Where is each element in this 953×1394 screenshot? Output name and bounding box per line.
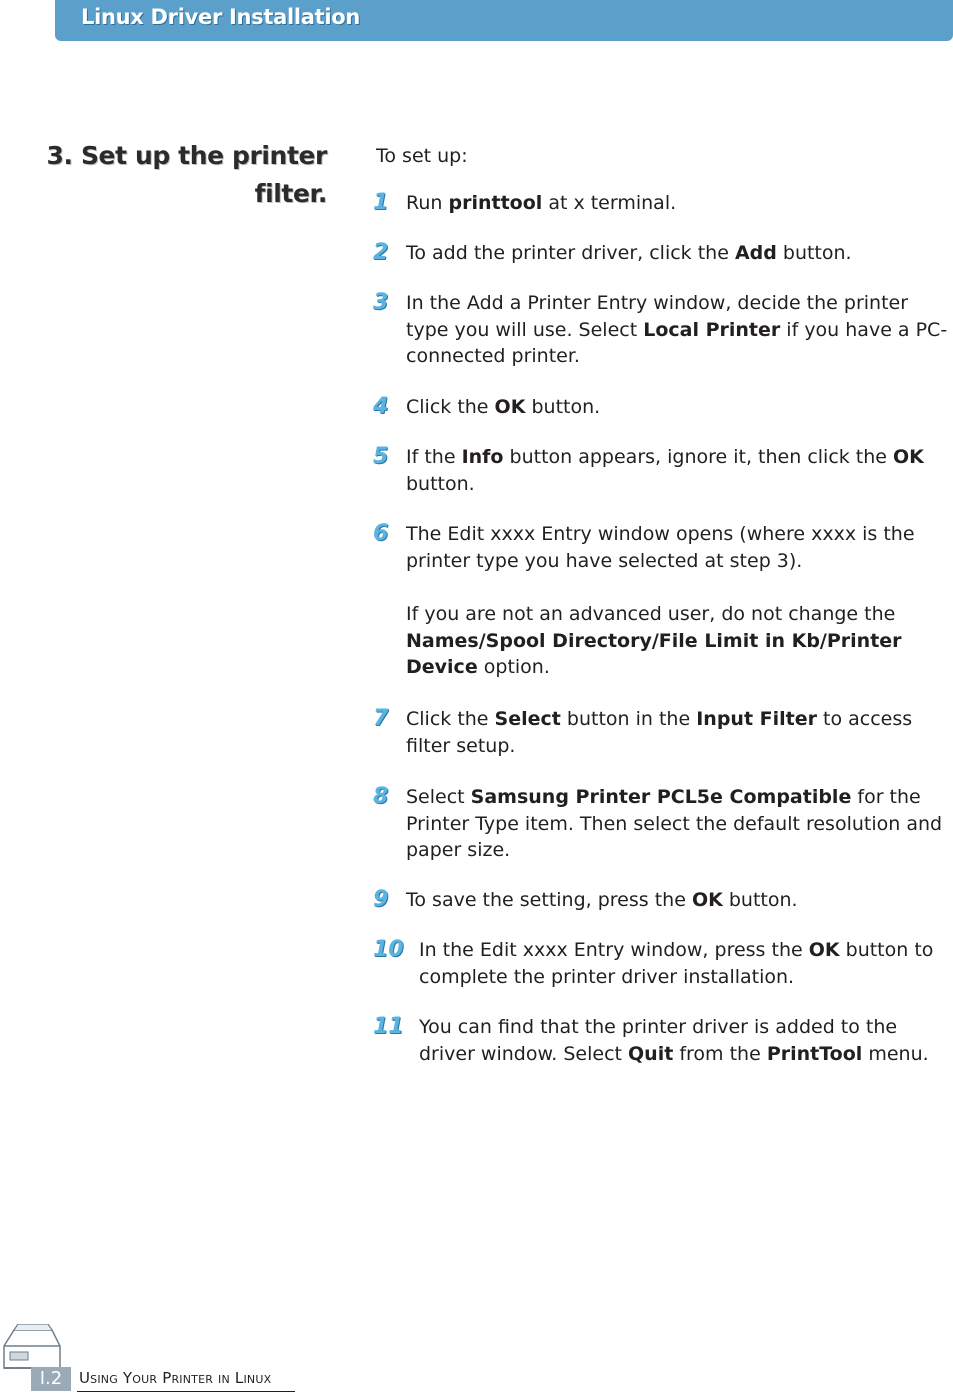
step-bold-text: Quit [628,1042,674,1065]
step-number: 2 [373,240,389,265]
step-number: 5 [373,444,389,469]
step-text: button. [525,396,601,418]
step-bold-text: OK [808,939,840,961]
step-number: 3 [373,290,389,315]
step-body [406,290,951,370]
step-text: Select [406,786,471,808]
step-paragraph [406,444,951,497]
step-text: if you have a PC-connected printer. [406,318,948,367]
step-paragraph [406,240,951,267]
step-number: 4 [373,394,389,419]
step-body [406,784,951,864]
step-text: from the [673,1042,767,1065]
step-number: 6 [373,521,389,546]
step-text: to access filter setup. [406,708,913,757]
step-paragraph [406,706,951,759]
step-text: button to complete the printer driver installation. [419,939,934,988]
step-body [406,521,951,681]
page-footer [0,1322,300,1394]
step-text: for the Printer Type item. Then select the default resolution and paper size. [406,786,943,861]
step-bold-text: Select [494,708,561,730]
footer-rule [77,1391,295,1392]
step-paragraph [406,601,951,681]
step-text: Click the [406,708,495,730]
step-paragraph [406,394,951,421]
step-text: If you are not an advanced user, do not change the [406,603,896,625]
step-text: If the [406,446,462,468]
step-text: Run [406,192,449,214]
step-number: 8 [373,784,389,809]
step-text: button in the [560,708,697,730]
step-body [419,937,951,990]
step-text: To save the setting, press the [406,889,692,911]
section-title-line2: filter. [254,179,327,208]
intro-text: To set up: [376,145,468,167]
step-paragraph [419,937,951,990]
step-body [406,190,951,217]
step-paragraph [406,190,951,217]
step-text: button appears, ignore it, then click the [503,446,894,468]
header-bar [55,0,953,41]
step-body [406,444,951,497]
step-bold-text: Local Printer [643,318,781,341]
step-paragraph [406,521,951,574]
step-bold-text: Names/Spool Directory/File Limit in Kb/Printer Device [406,629,902,678]
header-title: Linux Driver Installation [81,5,361,29]
step-bold-text: OK [893,446,924,468]
step-paragraph [406,887,951,914]
step-paragraph [419,1014,951,1067]
step-text: at x terminal. [542,192,677,214]
step-body [406,887,951,914]
step-text: button. [776,242,852,264]
step-number: 11 [373,1014,404,1039]
step-body [406,706,951,759]
step-number: 1 [373,190,389,215]
step-text: button. [722,889,798,911]
step-text: button. [406,472,475,495]
step-bold-text: OK [494,396,526,418]
step-text: The Edit xxxx Entry window opens (where xxxx is the printer type you have selected at step 3). [406,523,915,572]
step-paragraph [406,784,951,864]
step-number: 9 [373,887,389,912]
step-number: 10 [373,937,404,962]
step-bold-text: PrintTool [766,1042,863,1065]
step-text: In the Edit xxxx Entry window, press the [419,939,809,961]
step-body [406,240,951,267]
step-text: menu. [862,1042,929,1065]
step-text: option. [477,656,550,678]
footer-label: Using Your Printer in Linux [79,1369,272,1387]
step-bold-text: Input Filter [696,708,817,730]
step-text: To add the printer driver, click the [406,242,735,264]
step-bold-text: Add [734,242,777,264]
step-body [406,394,951,421]
step-text: In the Add a Printer Entry window, decide the printer type you will use. Select [406,292,909,341]
step-text: You can find that the printer driver is added to the driver window. Select [419,1016,898,1065]
page-number: I.2 [31,1367,71,1391]
step-text: Click the [406,396,495,418]
section-title-line1: 3. Set up the printer [46,141,327,170]
section-title [27,137,327,213]
step-bold-text: OK [691,889,723,911]
step-paragraph [406,290,951,370]
step-body [419,1014,951,1067]
step-bold-text: printtool [448,192,543,214]
step-number: 7 [373,706,389,731]
step-bold-text: Samsung Printer PCL5e Compatible [470,786,852,808]
step-bold-text: Info [461,446,504,468]
